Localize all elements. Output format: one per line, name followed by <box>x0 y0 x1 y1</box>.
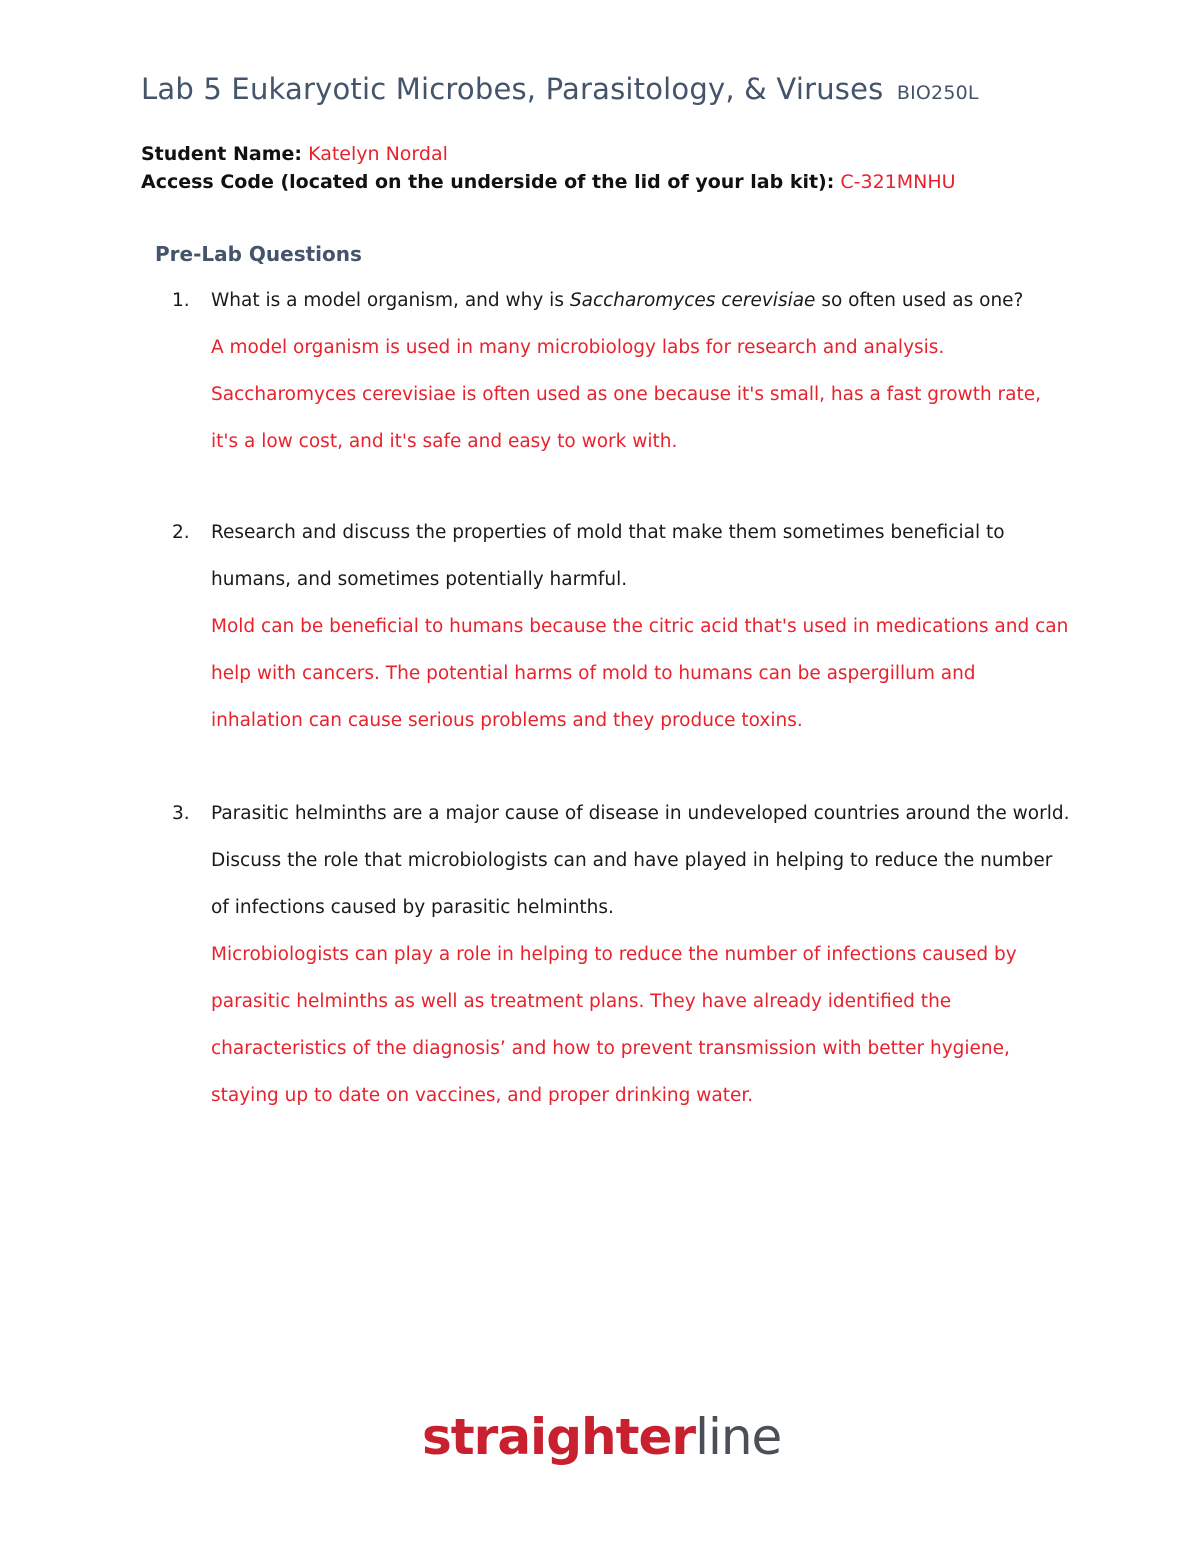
access-code-label: Access Code (located on the underside of the lid of your lab kit) <box>141 171 827 193</box>
logo-bold-part: straighter <box>422 1408 696 1466</box>
question-1 <box>172 277 1072 465</box>
question-number: 2. <box>172 522 190 543</box>
question-text: Research and discuss the properties of mold that make them sometimes beneficial to humans, and sometimes potentially harmful. <box>211 522 1005 590</box>
species-name: Saccharomyces cerevisiae <box>569 290 816 311</box>
student-name-value: Katelyn Nordal <box>308 143 448 165</box>
access-code-value: C-321MNHU <box>840 171 956 193</box>
question-answer: Microbiologists can play a role in helping to reduce the number of infections caused by parasitic helminths as well as treatment plans. They have already identified the characteristics of the diagnosis’ and how to prevent transmission with better hygiene, staying up to date on vaccines, and proper drinking water. <box>211 944 1017 1106</box>
question-text: What is a model organism, and why is Saccharomyces cerevisiae so often used as one? <box>211 290 1024 311</box>
course-code: BIO250L <box>896 82 979 104</box>
prelab-heading: Pre-Lab Questions <box>155 242 362 266</box>
question-answer: A model organism is used in many microbiology labs for research and analysis. Saccharomyces cerevisiae is often used as one because it's small, has a fast growth rate, it's a low cost, and it's safe and easy to work with. <box>211 337 1042 452</box>
student-name-line: Student Name: Katelyn Nordal <box>141 143 448 165</box>
lab-title: Lab 5 Eukaryotic Microbes, Parasitology, & Viruses <box>141 72 884 106</box>
straighterline-logo <box>422 1408 781 1466</box>
question-number: 1. <box>172 290 190 311</box>
student-name-label: Student Name <box>141 143 295 165</box>
access-code-line: Access Code (located on the underside of the lid of your lab kit): C-321MNHU <box>141 171 956 193</box>
question-text: Parasitic helminths are a major cause of disease in undeveloped countries around the world. Discuss the role that microbiologists can and have played in helping to reduce the number of infections caused by parasitic helminths. <box>211 803 1070 918</box>
logo-thin-part: line <box>695 1408 782 1466</box>
question-number: 3. <box>172 803 190 824</box>
page-title <box>141 72 979 106</box>
question-3 <box>172 790 1072 1119</box>
question-2 <box>172 509 1072 744</box>
question-answer: Mold can be beneficial to humans because the citric acid that's used in medications and can help with cancers. The potential harms of mold to humans can be aspergillum and inhalation can cause serious problems and they produce toxins. <box>211 616 1069 731</box>
